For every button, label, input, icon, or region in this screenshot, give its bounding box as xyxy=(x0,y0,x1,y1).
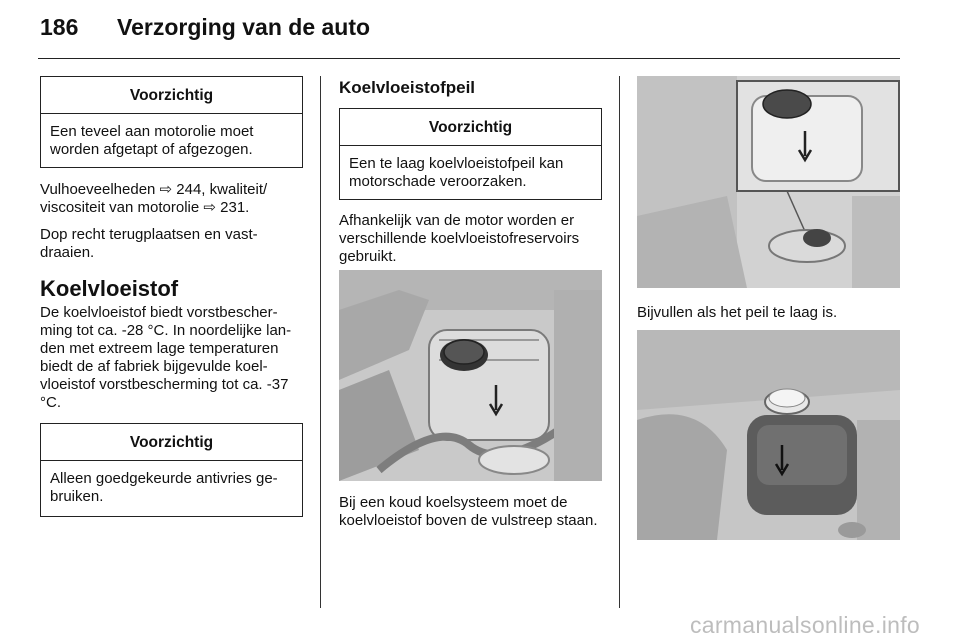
section-heading: Koelvloeistof xyxy=(40,276,179,301)
column-2 xyxy=(339,78,602,266)
caution-box xyxy=(40,76,303,168)
coolant-reservoir-image xyxy=(339,270,602,481)
caution-body: Een teveel aan motorolie moet worden afgetapt of afgezogen. xyxy=(50,123,254,158)
watermark: carmanualsonline.info xyxy=(689,612,920,638)
caution-box xyxy=(40,423,303,517)
caution-title: Voorzichtig xyxy=(340,109,601,146)
column-divider-2 xyxy=(619,76,620,608)
cold-system-text: Bij een koud koelsysteem moet de koelvloeistof boven de vulstreep staan. xyxy=(339,494,598,529)
caution-title: Voorzichtig xyxy=(41,424,302,461)
caution-box xyxy=(339,108,602,200)
fill-quantities-text: Vulhoeveelheden ⇨ 244, kwaliteit/ viscositeit van motorolie ⇨ 231. xyxy=(40,181,268,216)
coolant-reservoir-image-2 xyxy=(637,330,900,540)
reservoir-info-text: Afhankelijk van de motor worden er verschillende koelvloeistofreservoirs gebruikt. xyxy=(339,212,580,265)
header-rule xyxy=(38,58,900,59)
column-divider-1 xyxy=(320,76,321,608)
caution-body: Alleen goedgekeurde antivries ge-bruiken. xyxy=(50,470,278,505)
caution-title: Voorzichtig xyxy=(41,77,302,114)
subsection-heading: Koelvloeistofpeil xyxy=(339,78,476,97)
coolant-intro-text: De koelvloeistof biedt vorstbescher-ming tot ca. -28 °C. In noordelijke lan-den met extreem lage temperaturen biedt de af fabriek bijgevulde koel-vloeistof vorstbescherming tot ca. -37 °C. xyxy=(40,304,292,411)
cap-instruction-text: Dop recht terugplaatsen en vast-draaien. xyxy=(40,226,258,261)
caution-body: Een te laag koelvloeistofpeil kan motorschade veroorzaken. xyxy=(349,155,564,190)
page-number: 186 xyxy=(40,14,79,40)
refill-instruction-text: Bijvullen als het peil te laag is. xyxy=(637,304,838,321)
page-title: Verzorging van de auto xyxy=(117,14,371,40)
column-1 xyxy=(40,76,303,517)
coolant-cap-closeup-image xyxy=(637,76,900,288)
